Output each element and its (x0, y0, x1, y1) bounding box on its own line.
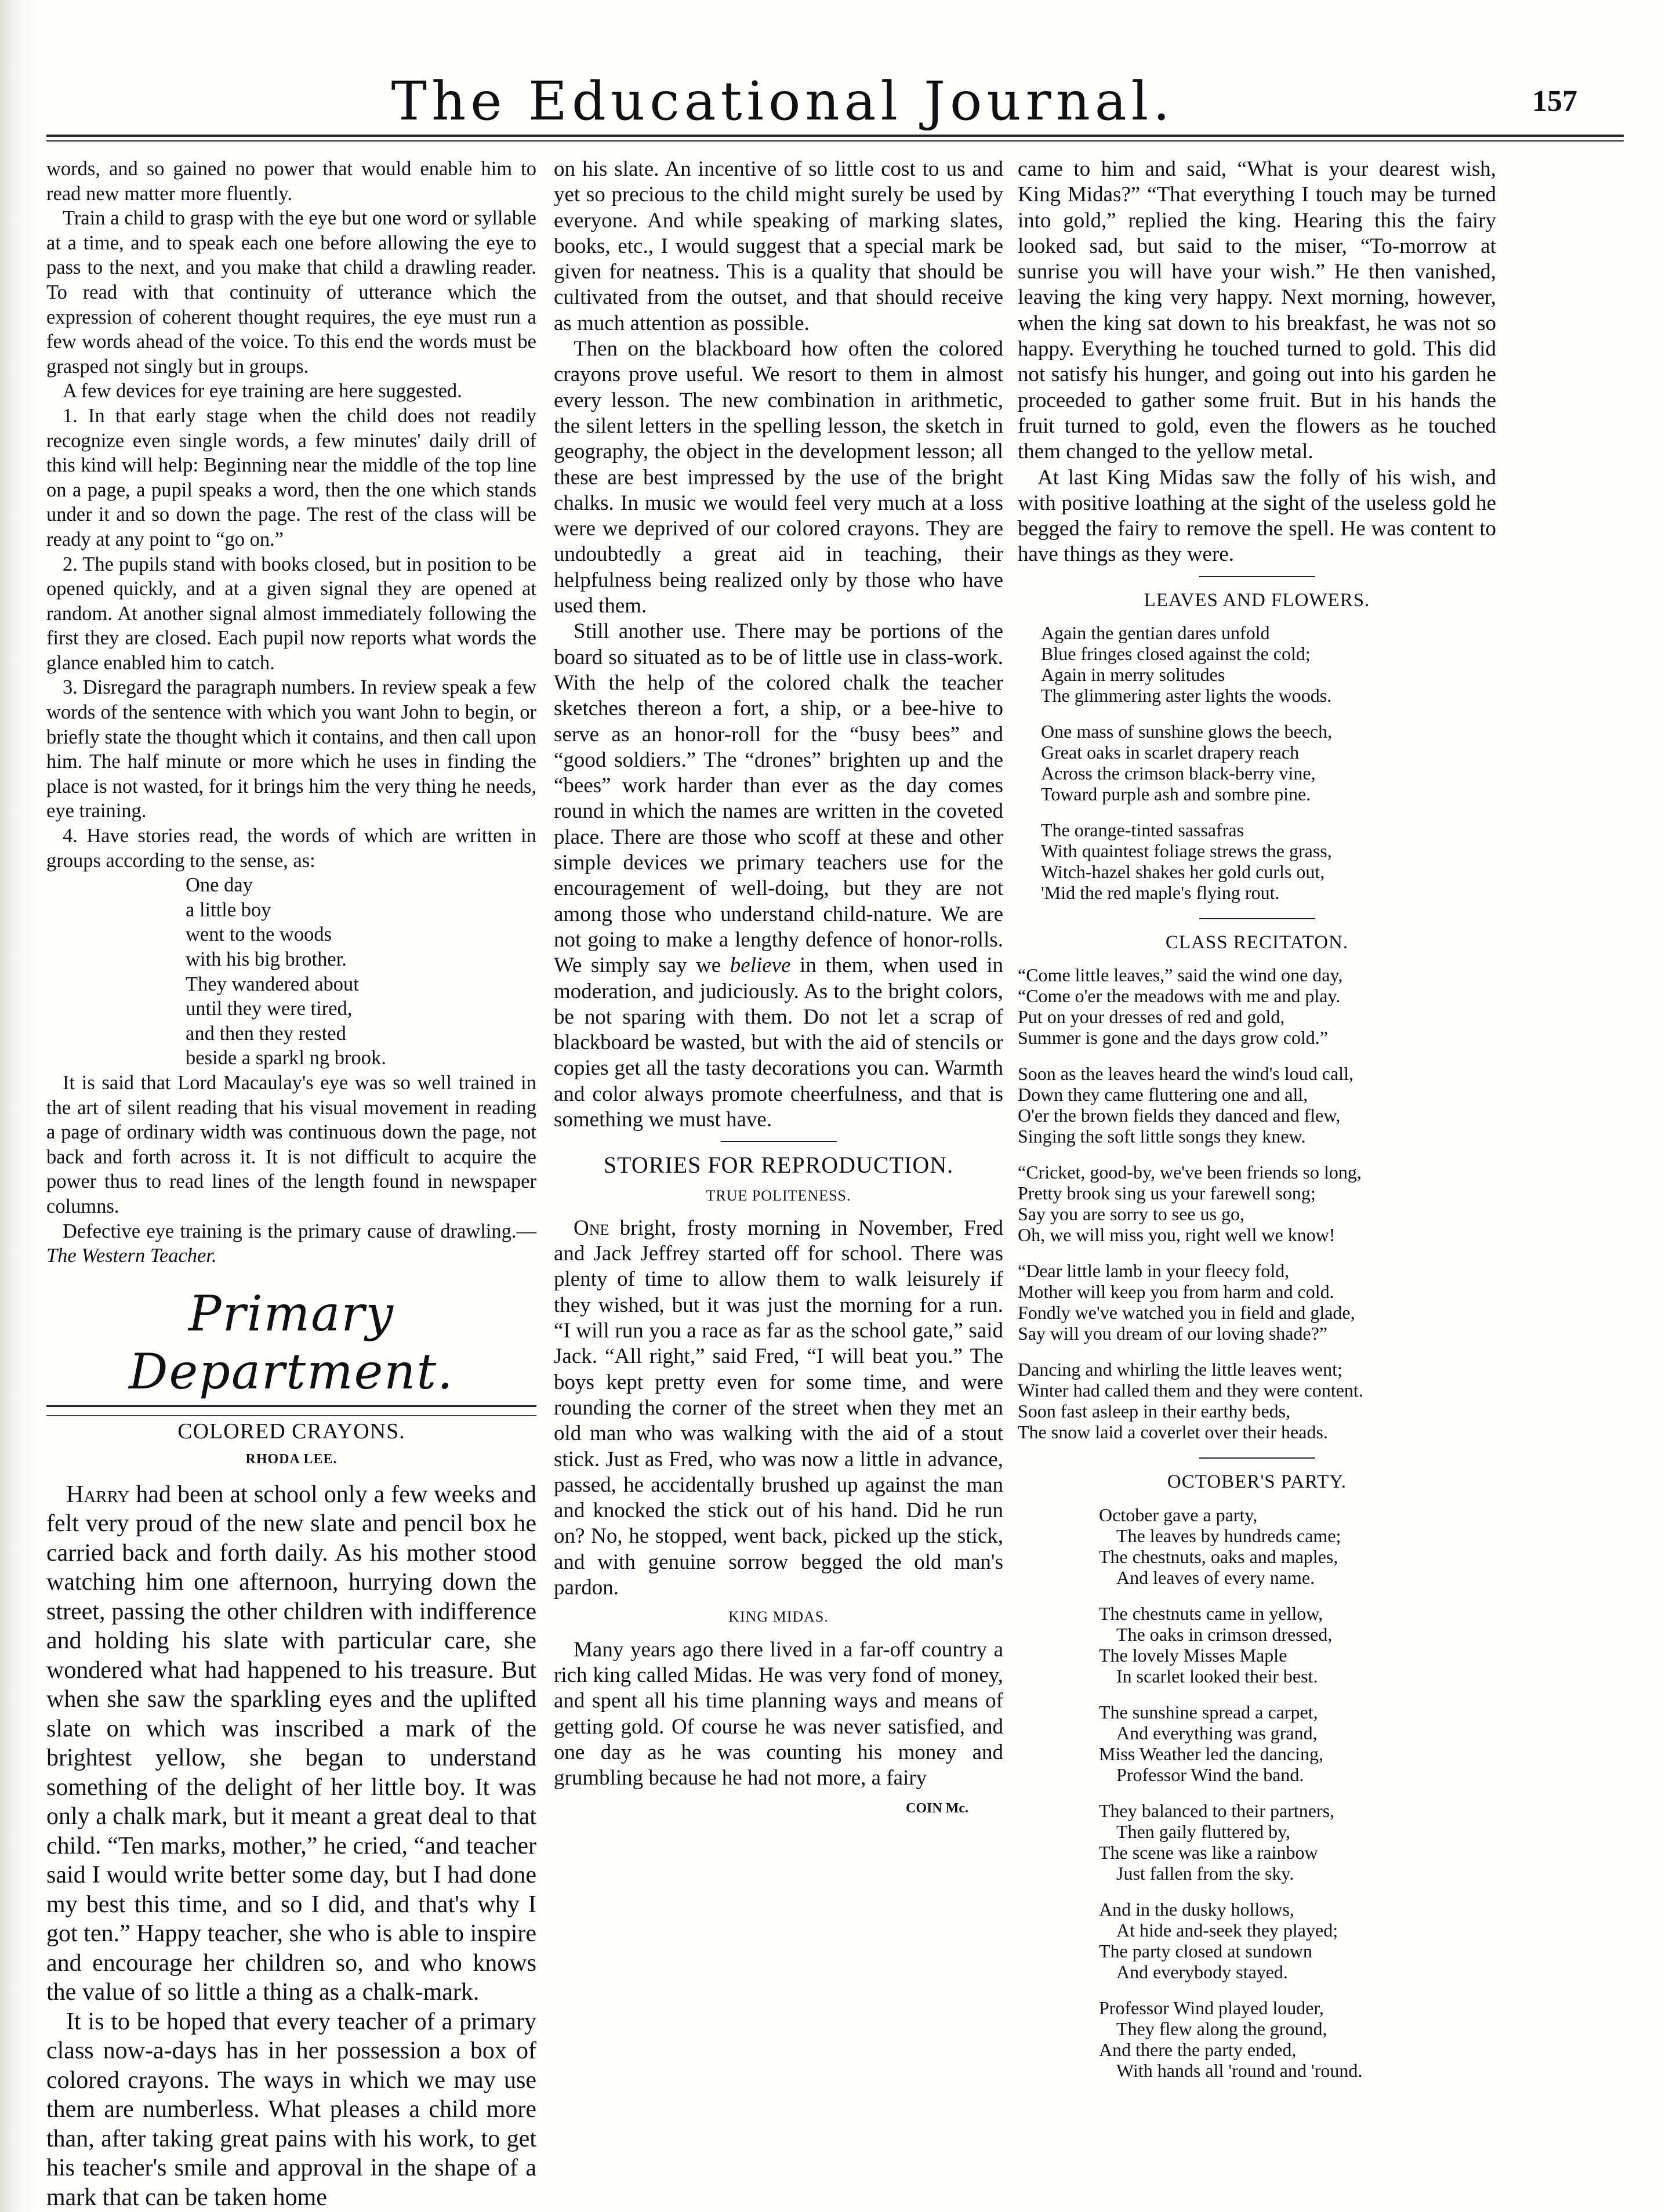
poem-stanza (1018, 1260, 1496, 1344)
paragraph: 3. Disregard the paragraph numbers. In review speak a few words of the sentence with which you want John to begin, or briefly state the thought which it contains, and then call upon him. The half minute or more which he uses in finding the place is not wasted, for it brings him the very thing he needs, eye training. (46, 676, 536, 822)
poem-line: Put on your dresses of red and gold, (1018, 1006, 1285, 1028)
story-title: TRUE POLITENESS. (706, 1187, 851, 1204)
reading-group-line: with his big brother. (186, 948, 347, 970)
poem-line: They flew along the ground, (1116, 2018, 1327, 2039)
poem-stanza (1041, 819, 1496, 903)
lead-word: Harry (66, 1481, 130, 1508)
poem-line: “Come o'er the meadows with me and play. (1018, 985, 1341, 1007)
poem-line: At hide and-seek they played; (1116, 1919, 1338, 1941)
poem-line: The scene was like a rainbow (1099, 1841, 1318, 1863)
story-title: KING MIDAS. (728, 1608, 829, 1626)
poem-line: They balanced to their partners, (1099, 1800, 1335, 1821)
poem-line: In scarlet looked their best. (1116, 1665, 1318, 1687)
poem-line: Soon fast asleep in their earthy beds, (1018, 1401, 1291, 1422)
poem-line: Toward purple ash and sombre pine. (1041, 784, 1311, 805)
paragraph-text: had been at school only a few weeks and felt very proud of the new slate and pencil box he carried back and forth daily. As his mother stood watching him one afternoon, hurrying down the street, passing the other children with indifference and holding his slate with particular care, she wondered what had happened to his treasure. But when she saw the sparkling eyes and the uplifted slate on which was inscribed a mark of the brightest yellow, she began to understand something of the delight of her little boy. It was only a chalk mark, but it meant a great deal to that child. “Ten marks, mother,” he cried, “and teacher said I would write better some day, but I had done my best this time, and so I did, and that's why I got ten.” Happy teacher, she who is able to inspire and encourage her children so, and who knows the value of so little a thing as a chalk-mark. (46, 1481, 536, 2006)
poem-line: And there the party ended, (1099, 2039, 1297, 2060)
page-edge-shadow (0, 0, 35, 2212)
poem-stanza (1099, 1702, 1496, 1785)
poem-line: Blue fringes closed against the cold; (1041, 643, 1311, 665)
emphasis: believe (730, 953, 791, 978)
lead-word: One (574, 1216, 609, 1240)
reading-group-line: beside a sparkl ng brook. (186, 1047, 386, 1069)
poem-line: Fondly we've watched you in field and glade, (1018, 1302, 1355, 1323)
poem-line: Again in merry solitudes (1041, 664, 1225, 686)
paragraph: 4. Have stories read, the words of which are written in groups according to the sense, as: (46, 825, 536, 872)
closing-text: Defective eye training is the primary cause of drawling.— (63, 1220, 536, 1242)
poem-line: Witch-hazel shakes her gold curls out, (1041, 861, 1325, 883)
poem-title: CLASS RECITATON. (1165, 932, 1349, 953)
poem-stanza (1099, 1997, 1496, 2081)
reading-groups (186, 873, 536, 1071)
poem-line: With hands all 'round and 'round. (1116, 2059, 1363, 2081)
source-credit: The Western Teacher. (46, 1245, 217, 1267)
poem-stanza (1041, 721, 1496, 804)
reading-group-line: until they were tired, (186, 998, 353, 1020)
paragraph: Then on the blackboard how often the colored crayons prove useful. We resort to them in almost every lesson. The new combination in arithmetic, the silent letters in the spelling lesson, the sketch in geography, the object in the development lesson; all these are best impressed by the use of the bright chalks. In music we would feel very much at a loss were we deprived of our colored crayons. They are undoubtedly a great aid in teaching, their helpfulness being realized only by those who have used them. (554, 337, 1003, 618)
reading-group-line: They wandered about (186, 973, 359, 995)
divider (1199, 1457, 1315, 1459)
poem-line: Winter had called them and they were content. (1018, 1380, 1363, 1401)
poem-line: Mother will keep you from harm and cold. (1018, 1281, 1334, 1303)
poem-line: Just fallen from the sky. (1116, 1862, 1294, 1884)
poem-class-recitation (1018, 964, 1496, 1442)
poem-stanza (1099, 1603, 1496, 1687)
poem-stanza (1041, 622, 1496, 706)
poem-line: And everybody stayed. (1116, 1961, 1288, 1982)
paragraph: 2. The pupils stand with books closed, but in position to be opened quickly, and at a given signal they are opened at random. At another signal almost immediately following the first they are closed. Each pupil now reports what words the glance enabled him to catch. (46, 553, 536, 674)
printer-mark: COIN Mc. (906, 1801, 968, 1816)
poem-line: With quaintest foliage strews the grass, (1041, 840, 1332, 862)
poem-line: Say will you dream of our loving shade?” (1018, 1323, 1328, 1344)
poem-line: Dancing and whirling the little leaves went; (1018, 1359, 1342, 1380)
masthead-rule (46, 135, 1624, 142)
page-number: 157 (1532, 85, 1577, 118)
reading-group-line: One day (186, 874, 253, 897)
reading-group-line: a little boy (186, 898, 271, 921)
column-1 (46, 157, 536, 2212)
paragraph-text: bright, frosty morning in November, Fred and Jack Jeffrey started off for school. There was plenty of time to allow them to walk leisurely if they wished, but it was just the morning for a run. “I will run you a race as far as the school gate,” said Jack. “All right,” said Fred, “I will beat you.” The boys kept pretty even for some time, and were rounding the corner of the street when they met an old man who was walking with the aid of a stout stick. Just as Fred, who was now a little in advance, passed, he accidentally brushed up against the man and knocked the stick out of his hand. Did he run on? No, he stopped, went back, picked up the stick, and with genuine sorrow begged the old man's pardon. (554, 1216, 1003, 1600)
paragraph: It is said that Lord Macaulay's eye was so well trained in the art of silent reading that his visual movement in reading a page of ordinary width was continuous down the page, not back and forth across it. It is not difficult to acquire the power thus to read lines of the length found in newspaper columns. (46, 1071, 536, 1217)
poem-line: Down they came fluttering one and all, (1018, 1084, 1308, 1105)
poem-line: And everything was grand, (1116, 1722, 1318, 1743)
paragraph (554, 619, 1003, 1133)
poem-stanza (1018, 1162, 1496, 1245)
paragraph: Many years ago there lived in a far-off country a rich king called Midas. He was very fond of money, and spent all his time planning ways and means of getting gold. Of course he was never satisfied, and one day as he was counting his money and grumbling because he had not more, a fairy (554, 1637, 1003, 1790)
poem-stanza (1099, 1504, 1496, 1588)
poem-line: And leaves of every name. (1116, 1566, 1315, 1588)
poem-line: O'er the brown fields they danced and flew, (1018, 1105, 1341, 1126)
poem-line: Then gaily fluttered by, (1116, 1821, 1291, 1842)
poem-line: The snow laid a coverlet over their heads. (1018, 1422, 1328, 1443)
poem-line: “Come little leaves,” said the wind one day, (1018, 964, 1343, 986)
column-3 (1018, 157, 1496, 2096)
paragraph: on his slate. An incentive of so little cost to us and yet so precious to the child might surely be used by everyone. And while speaking of marking slates, books, etc., I would suggest that a special mark be given for neatness. This is a quality that should be cultivated from the outset, and that should receive as much attention as possible. (554, 157, 1003, 335)
divider (1199, 918, 1315, 919)
article-title: COLORED CRAYONS. (177, 1419, 405, 1444)
poem-line: “Dear little lamb in your fleecy fold, (1018, 1260, 1290, 1282)
article-body (46, 1480, 536, 2212)
poem-line: October gave a party, (1099, 1504, 1258, 1525)
paragraph-text: in them, when used in moderation, and judiciously. As to the bright colors, be not sparing with them. Do not let a scrap of blackboard be wasted, but with the aid of stencils or copies get all the tasty decorations you can. Warmth and color always promote cheerfulness, and that is something we must have. (554, 953, 1003, 1132)
poem-line: The orange-tinted sassafras (1041, 819, 1244, 841)
paragraph: came to him and said, “What is your dearest wish, King Midas?” “That everything I touch may be turned into gold,” replied the king. Hearing this the fairy looked sad, but said to the miser, “To-morrow at sunrise you will have your wish.” He then vanished, leaving the king very happy. Next morning, however, when the king sat down to his breakfast, he was not so happy. Everything he touched turned to gold. This did not satisfy his hunger, and going out into his garden he proceeded to gather some fruit. But in his hands the fruit turned to gold, even the flowers as he touched them changed to the yellow metal. (1018, 157, 1496, 464)
poem-line: Oh, we will miss you, right well we know! (1018, 1224, 1336, 1246)
paragraph: 1. In that early stage when the child does not readily recognize even single words, a few minutes' daily drill of this kind will help: Beginning near the middle of the top line on a page, a pupil speaks a word, then the one which stands under it and so down the page. The rest of the class will be ready at any point to “go on.” (46, 404, 536, 550)
article-author: RHODA LEE. (245, 1452, 338, 1467)
poem-line: Great oaks in scarlet drapery reach (1041, 742, 1300, 763)
paragraph: Train a child to grasp with the eye but one word or syllable at a time, and to speak each one before allowing the eye to pass to the next, and you make that child a drawling reader. To read with that continuity of utterance which the expression of coherent thought requires, the eye must run a few words ahead of the voice. To this end the words must be grasped not singly but in groups. (46, 207, 536, 378)
paragraph: words, and so gained no power that would enable him to read new matter more fluently. (46, 158, 536, 205)
journal-title: The Educational Journal. (391, 70, 1175, 132)
section-heading: STORIES FOR REPRODUCTION. (603, 1152, 954, 1178)
poem-line: The chestnuts came in yellow, (1099, 1602, 1323, 1624)
column-2 (554, 157, 1003, 1822)
poem-line: The lovely Misses Maple (1099, 1644, 1287, 1666)
poem-line: Singing the soft little songs they knew. (1018, 1126, 1306, 1147)
poem-line: The leaves by hundreds came; (1116, 1525, 1341, 1546)
poem-line: “Cricket, good-by, we've been friends so long, (1018, 1162, 1362, 1183)
divider (721, 1141, 837, 1142)
poem-line: The oaks in crimson dressed, (1116, 1623, 1333, 1645)
poem-line: Professor Wind the band. (1116, 1764, 1304, 1785)
poem-stanza (1018, 964, 1496, 1048)
poem-line: Across the crimson black-berry vine, (1041, 763, 1316, 784)
poem-leaves-and-flowers (1041, 622, 1496, 903)
paragraph: It is to be hoped that every teacher of a primary class now-a-days has in her possession a box of colored crayons. The ways in which we may use them are numberless. What pleases a child more than, after taking great pains with his work, to get his teacher's smile and approval in the shape of a mark that can be taken home (46, 2008, 536, 2211)
poem-title: LEAVES AND FLOWERS. (1144, 589, 1370, 611)
section-banner: Primary Department. (129, 1285, 454, 1400)
poem-line: 'Mid the red maple's flying rout. (1041, 882, 1280, 904)
poem-stanza (1018, 1063, 1496, 1147)
paragraph: At last King Midas saw the folly of his wish, and with positive loathing at the sight of the useless gold he begged the fairy to remove the spell. He was content to have things as they were. (1018, 465, 1496, 567)
poem-line: The sunshine spread a carpet, (1099, 1701, 1318, 1723)
poem-stanza (1099, 1800, 1496, 1884)
paragraph (554, 1216, 1003, 1601)
paragraph (46, 1480, 536, 2007)
poem-stanza (1018, 1359, 1496, 1442)
divider (1199, 576, 1315, 577)
paragraph: A few devices for eye training are here suggested. (63, 380, 462, 402)
poem-line: Again the gentian dares unfold (1041, 622, 1270, 644)
masthead (46, 70, 1624, 133)
paragraph-text: Still another use. There may be portions of the board so situated as to be of little use in class-work. With the help of the colored chalk the teacher sketches thereon a fort, a ship, or a bee-hive to serve as an honor-roll for the “busy bees” and “good soldiers.” The “drones” brighten up and the “bees” work harder than ever as the day comes round in which the names are written in the coveted place. There are those who scoff at these and other simple devices we primary teachers use for the encouragement of well-doing, but they are not among those who understand child-nature. We are not going to make a lengthy defence of honor-rolls. We simply say we (554, 619, 1003, 978)
poem-line: Professor Wind played louder, (1099, 1997, 1324, 2018)
poem-line: Say you are sorry to see us go, (1018, 1203, 1245, 1225)
reading-group-line: went to the woods (186, 923, 332, 946)
poem-line: Pretty brook sing us your farewell song; (1018, 1183, 1316, 1204)
poem-title: OCTOBER'S PARTY. (1167, 1471, 1347, 1493)
poem-line: The chestnuts, oaks and maples, (1099, 1546, 1338, 1567)
poem-stanza (1099, 1899, 1496, 1982)
poem-line: The glimmering aster lights the woods. (1041, 685, 1332, 706)
poem-line: Miss Weather led the dancing, (1099, 1743, 1323, 1764)
reading-group-line: and then they rested (186, 1022, 346, 1045)
poem-line: The party closed at sundown (1099, 1940, 1312, 1961)
poem-line: And in the dusky hollows, (1099, 1898, 1294, 1920)
poem-line: Soon as the leaves heard the wind's loud call, (1018, 1063, 1353, 1085)
poem-line: One mass of sunshine glows the beech, (1041, 721, 1333, 742)
closing-paragraph (46, 1219, 536, 1268)
poem-line: Summer is gone and the days grow cold.” (1018, 1027, 1328, 1049)
poem-octobers-party (1099, 1504, 1496, 2081)
section-banner-rule (46, 1405, 536, 1416)
